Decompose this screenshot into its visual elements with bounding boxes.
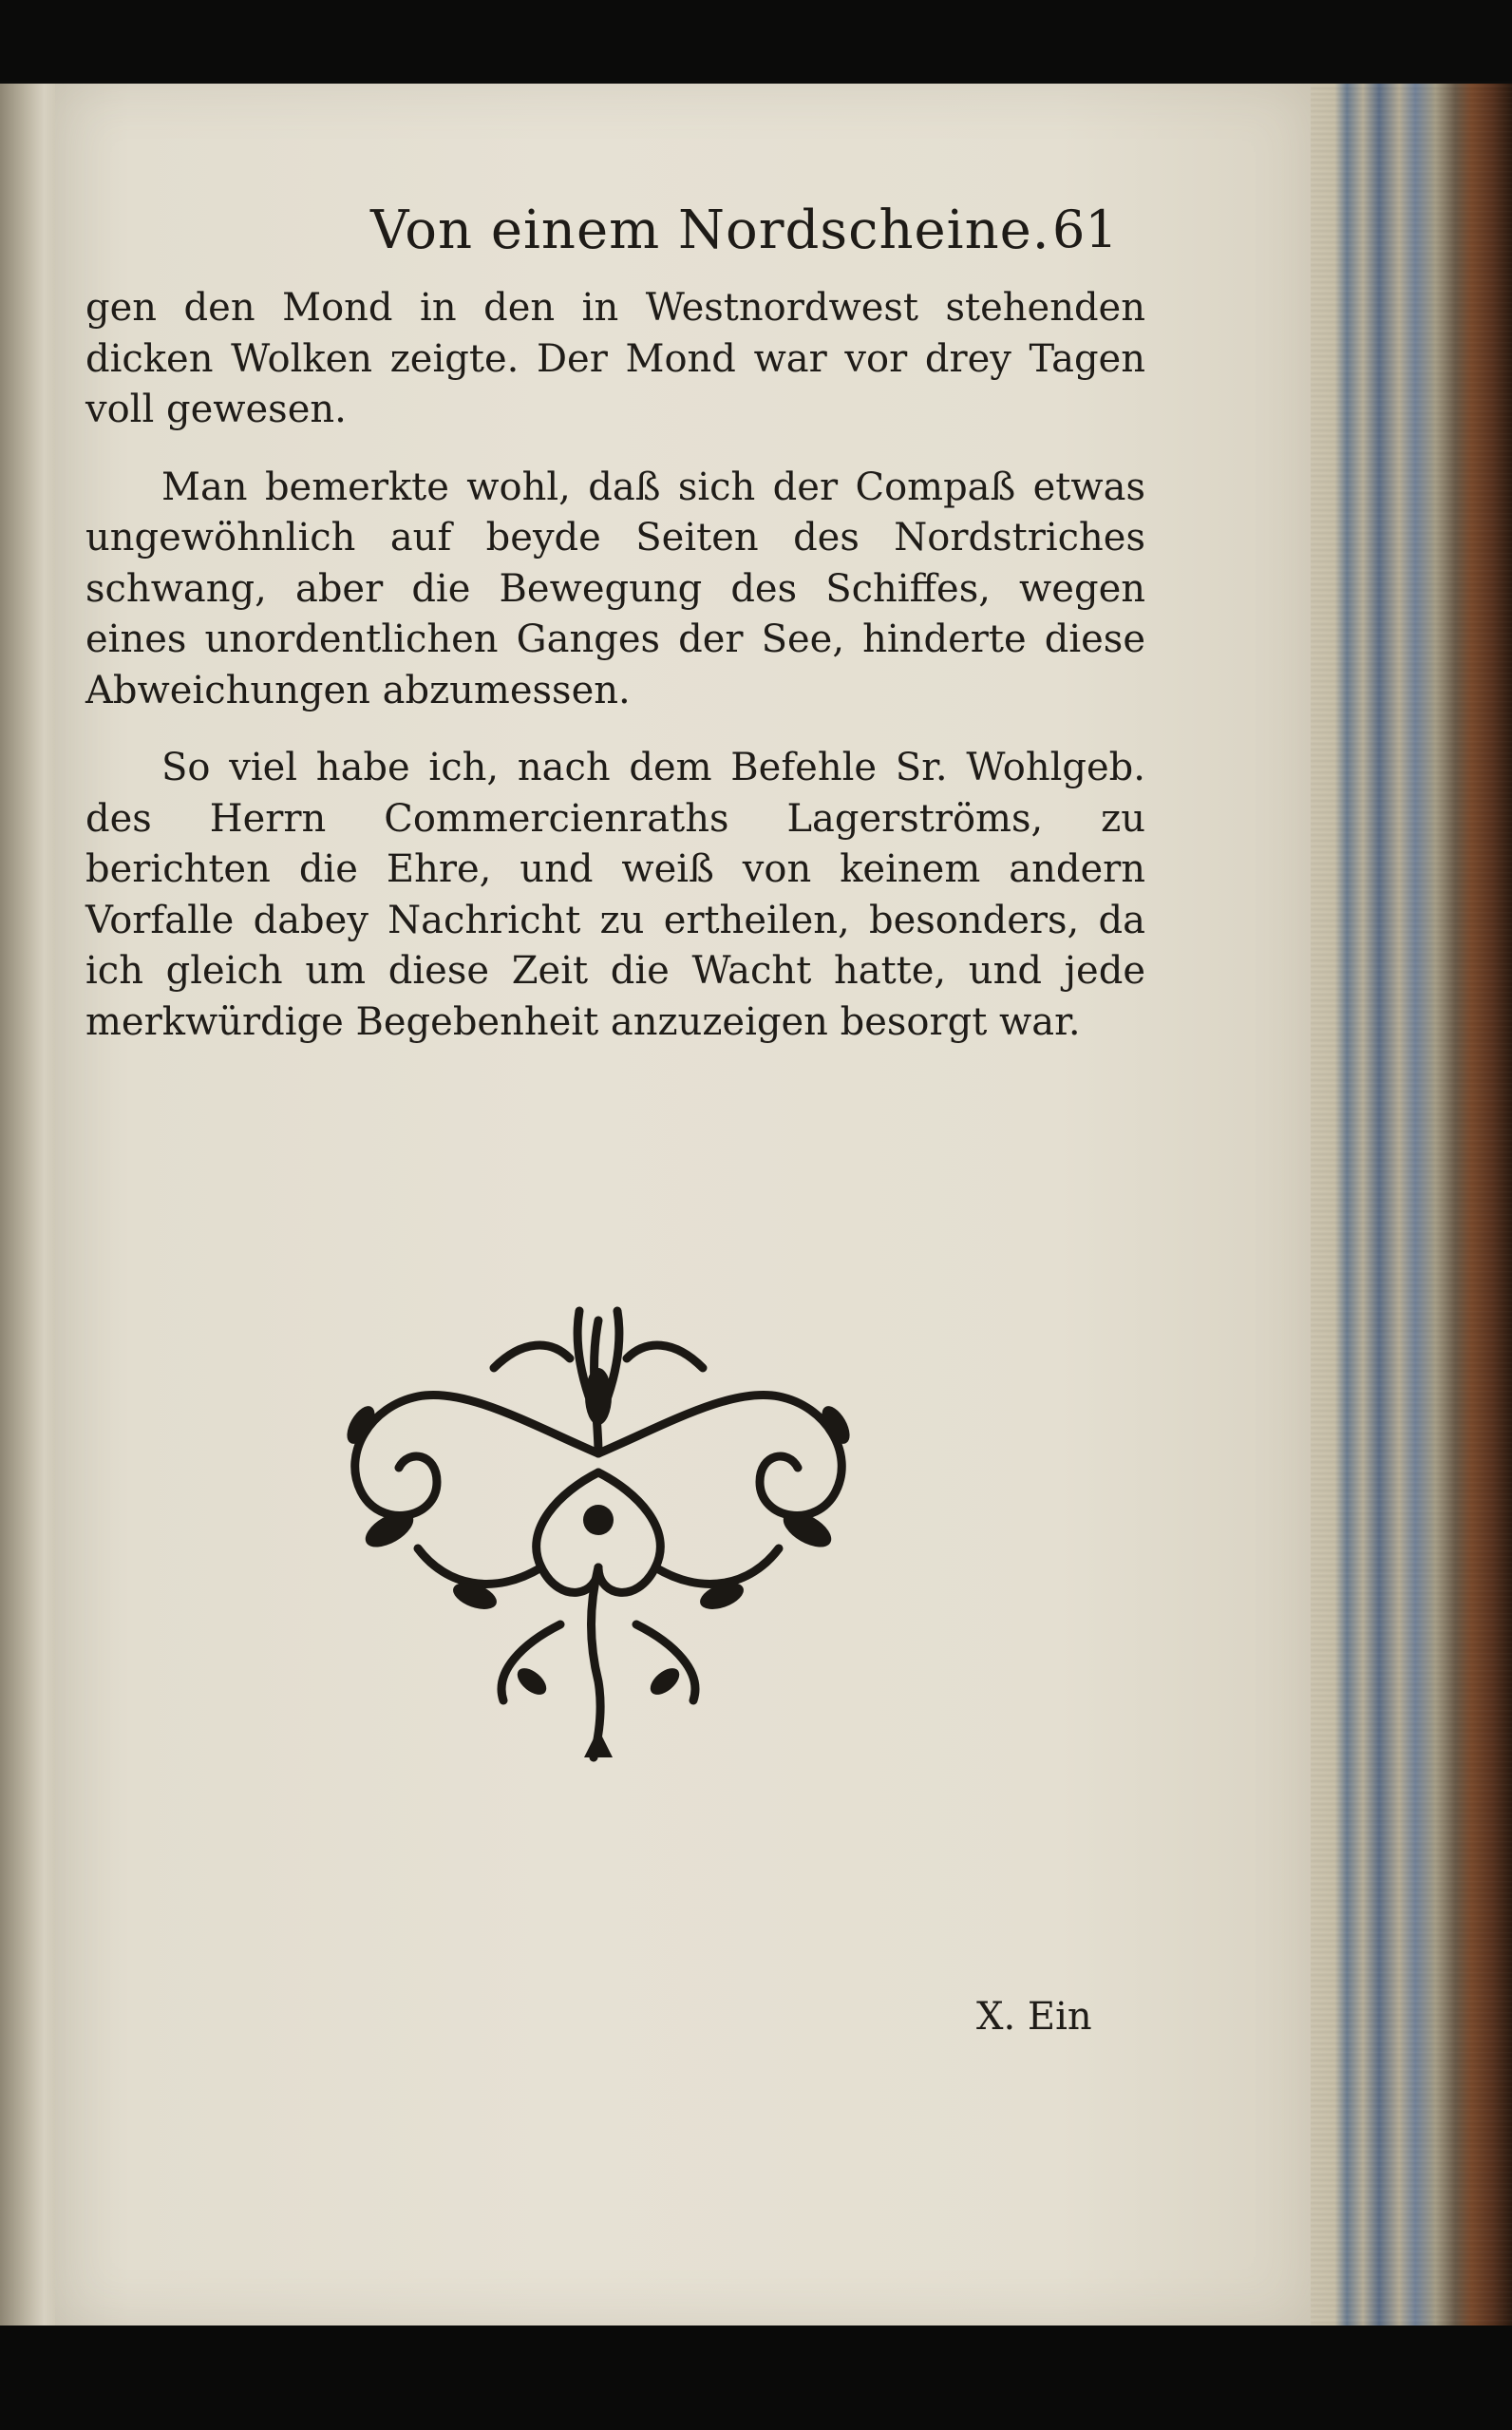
book-page <box>55 84 1311 2326</box>
page-title: Von einem Nordscheine. <box>370 199 1050 261</box>
paragraph-3: So viel habe ich, nach dem Befehle Sr. Wohlgeb. des Herrn Commercienraths Lagerströms, zu berichten die Ehre, und weiß von keinem andern Vorfalle dabey Nachricht zu ertheilen, besonders, da ich gleich um diese Zeit die Wacht hatte, und jede merkwürdige Begebenheit anzuzeigen besorgt war. <box>85 746 1145 1044</box>
scan-background-bottom <box>0 2326 1512 2430</box>
facing-page-edge <box>0 84 55 2326</box>
catchword: X. Ein <box>976 1995 1092 2039</box>
floral-vignette-icon <box>304 1282 893 1776</box>
book-fore-edge <box>1311 84 1512 2326</box>
paragraph-1: gen den Mond in den in Westnordwest stehenden dicken Wolken zeigte. Der Mond war vor drey Tagen voll gewesen. <box>85 286 1145 431</box>
running-head <box>312 199 1261 285</box>
paragraph-2: Man bemerkte wohl, daß sich der Compaß etwas ungewöhnlich auf beyde Seiten des Nordstriches schwang, aber die Bewegung des Schiffes, wegen eines unordentlichen Ganges der See, hinderte diese Abweichungen abzumessen. <box>85 465 1145 712</box>
page-number: 61 <box>1052 199 1118 259</box>
body-text <box>85 283 1145 1048</box>
scan-background-top <box>0 0 1512 81</box>
